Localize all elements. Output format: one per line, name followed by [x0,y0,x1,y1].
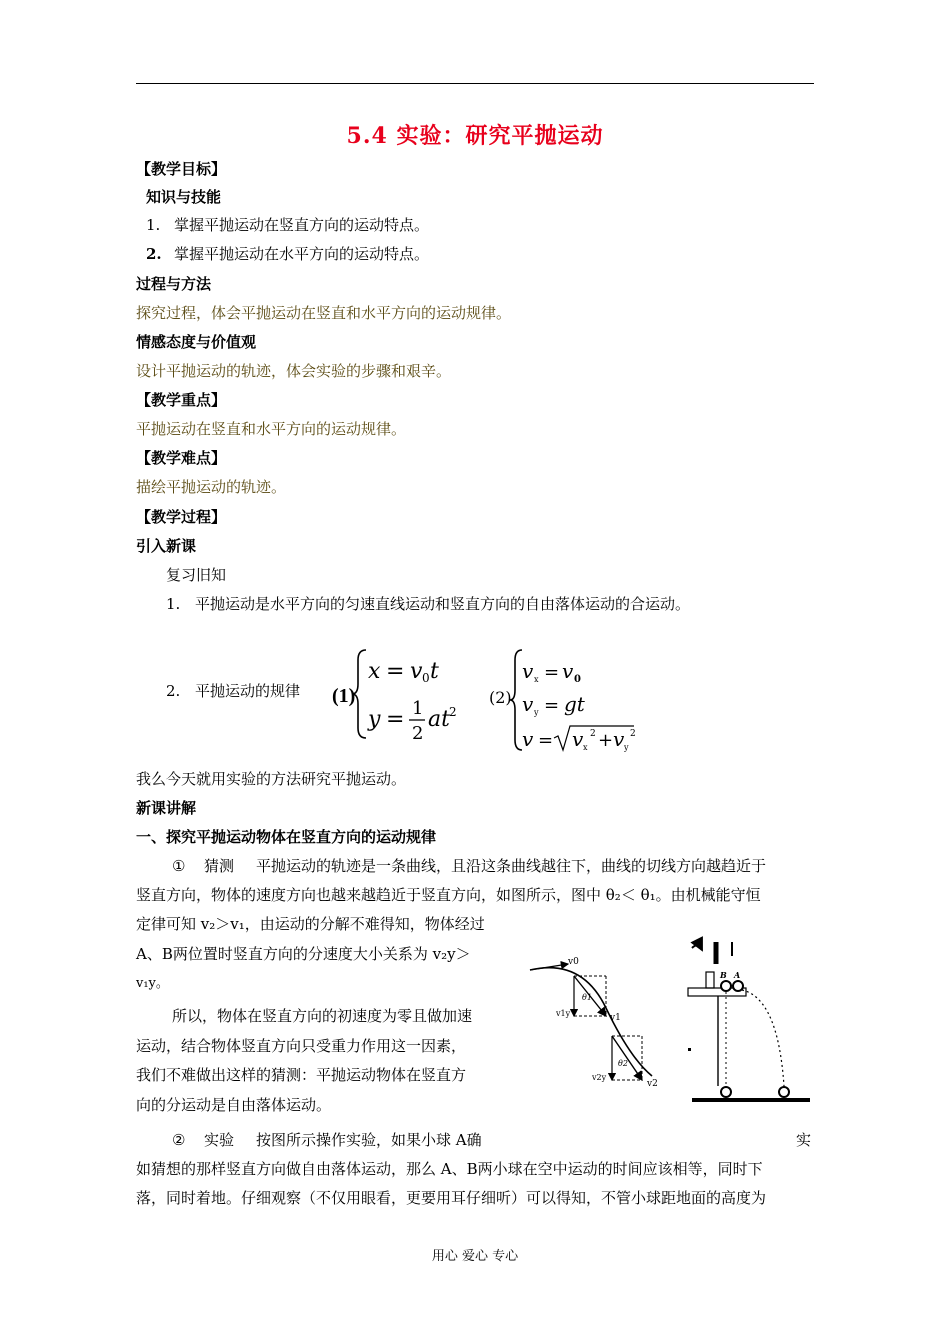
svg-text:y: y [534,708,539,717]
closing-text: 我么今天就用实验的方法研究平抛运动。 [136,770,407,788]
label-v2: v2 [647,1079,658,1089]
experiment-label: 实验 [204,1131,235,1149]
key-point-heading: 【教学重点】 [136,391,227,409]
emotion-text: 设计平抛运动的轨迹，体会实验的步骤和艰辛。 [136,362,452,380]
difficulty-heading: 【教学难点】 [136,449,227,467]
objectives-heading: 【教学目标】 [136,160,227,178]
svg-text:=: = [386,707,405,732]
svg-text:=: = [544,695,560,716]
svg-text:2: 2 [630,729,636,739]
review-item-2: 平抛运动的规律 [195,682,301,700]
experiment-line-3: 落，同时着地。仔细观察（不仅用眼看，更要用耳仔细听）可以得知，不管小球距地面的高度为 [136,1189,767,1207]
label-v0: v0 [568,957,579,967]
svg-text:2: 2 [590,729,596,739]
svg-text:y: y [624,743,629,752]
label-theta2: θ2 [618,1059,628,1068]
knowledge-item-2: 掌握平抛运动在水平方向的运动特点。 [174,245,430,263]
svg-text:gt: gt [564,692,585,716]
guess-marker: ① [172,857,186,875]
knowledge-item-1-num: 1. [146,216,161,234]
svg-text:=: = [386,659,405,684]
svg-text:v: v [522,727,534,751]
intro-heading: 引入新课 [136,537,197,555]
label-A: A [734,970,741,980]
page-title: 5.4 实验：研究平抛运动 [346,123,604,149]
guess-line-6: 所以，物体在竖直方向的初速度为零且做加速 [172,1007,473,1025]
svg-text:v: v [522,692,534,716]
process-heading: 过程与方法 [136,275,212,293]
svg-text:=: = [538,730,554,751]
knowledge-item-1: 掌握平抛运动在竖直方向的运动特点。 [174,216,430,234]
knowledge-heading: 知识与技能 [146,188,222,206]
svg-text:x: x [583,743,588,752]
guess-line-8: 我们不难做出这样的猜测：平抛运动物体在竖直方 [136,1066,467,1084]
review-item-2-num: 2. [166,682,181,700]
svg-text:1: 1 [412,698,424,719]
label-B: B [720,970,727,980]
guess-line-3: 定律可知 v₂＞v₁，由运动的分解不难得知，物体经过 [136,915,485,933]
svg-text:y: y [368,707,381,732]
svg-text:v: v [522,659,534,683]
svg-text:v: v [613,727,625,751]
svg-text:t: t [430,659,439,684]
formula-1 [352,644,462,744]
svg-text:v: v [410,659,423,684]
experiment-marker: ② [172,1131,186,1149]
svg-text:2: 2 [449,705,457,719]
svg-text:at: at [428,707,450,732]
svg-text:x: x [534,675,539,684]
key-point-text: 平抛运动在竖直和水平方向的运动规律。 [136,420,407,438]
apparatus-figure [686,936,814,1108]
guess-line-1: 平抛运动的轨迹是一条曲线，且沿这条曲线越往下，曲线的切线方向越趋近于 [256,857,767,875]
difficulty-text: 描绘平抛运动的轨迹。 [136,478,287,496]
experiment-line-2: 如猜想的那样竖直方向做自由落体运动，那么 A、B两小球在空中运动的时间应该相等，同时下 [136,1160,763,1178]
svg-text:=: = [544,662,560,683]
label-v1: v1 [610,1013,621,1023]
svg-text:x: x [368,659,381,684]
label-theta1: θ1 [582,993,592,1002]
process-text: 探究过程，体会平抛运动在竖直和水平方向的运动规律。 [136,304,512,322]
svg-text:+: + [598,730,614,751]
process-section-heading: 【教学过程】 [136,508,227,526]
formula-1-label: (1) [332,685,356,707]
guess-label: 猜测 [204,857,235,875]
review-item-1: 平抛运动是水平方向的匀速直线运动和竖直方向的自由落体运动的合运动。 [195,595,691,613]
review-label: 复习旧知 [166,566,227,584]
formula-2-label: (2) [489,688,512,707]
experiment-line-1-end: 实 [796,1131,812,1149]
svg-text:0: 0 [574,674,581,685]
guess-line-4: A、B两位置时竖直方向的分速度大小关系为 v₂y＞ [136,945,471,963]
header-rule [136,83,814,84]
svg-text:0: 0 [422,671,430,685]
emotion-heading: 情感态度与价值观 [136,333,257,351]
guess-line-7: 运动，结合物体竖直方向只受重力作用这一因素， [136,1037,467,1055]
label-v1y: v1y [556,1009,571,1018]
guess-line-9: 向的分运动是自由落体运动。 [136,1096,332,1114]
new-lesson-heading: 新课讲解 [136,799,197,817]
experiment-line-1: 按图所示操作实验，如果小球 A确 [256,1131,482,1149]
guess-line-5: v₁y。 [136,976,169,991]
knowledge-item-2-num: 2. [146,245,162,263]
velocity-figure [524,948,674,1098]
guess-line-2: 竖直方向，物体的速度方向也越来越趋近于竖直方向，如图所示，图中 θ₂＜ θ₁。由机械能守恒 [136,886,761,904]
formula-2 [510,646,640,756]
svg-text:v: v [572,727,584,751]
review-item-1-num: 1. [166,595,181,613]
label-v2y: v2y [592,1073,607,1082]
svg-text:2: 2 [412,723,424,744]
part-1-heading: 一、探究平抛运动物体在竖直方向的运动规律 [136,828,437,846]
page-footer: 用心 爱心 专心 [431,1249,519,1264]
svg-text:v: v [562,659,574,683]
